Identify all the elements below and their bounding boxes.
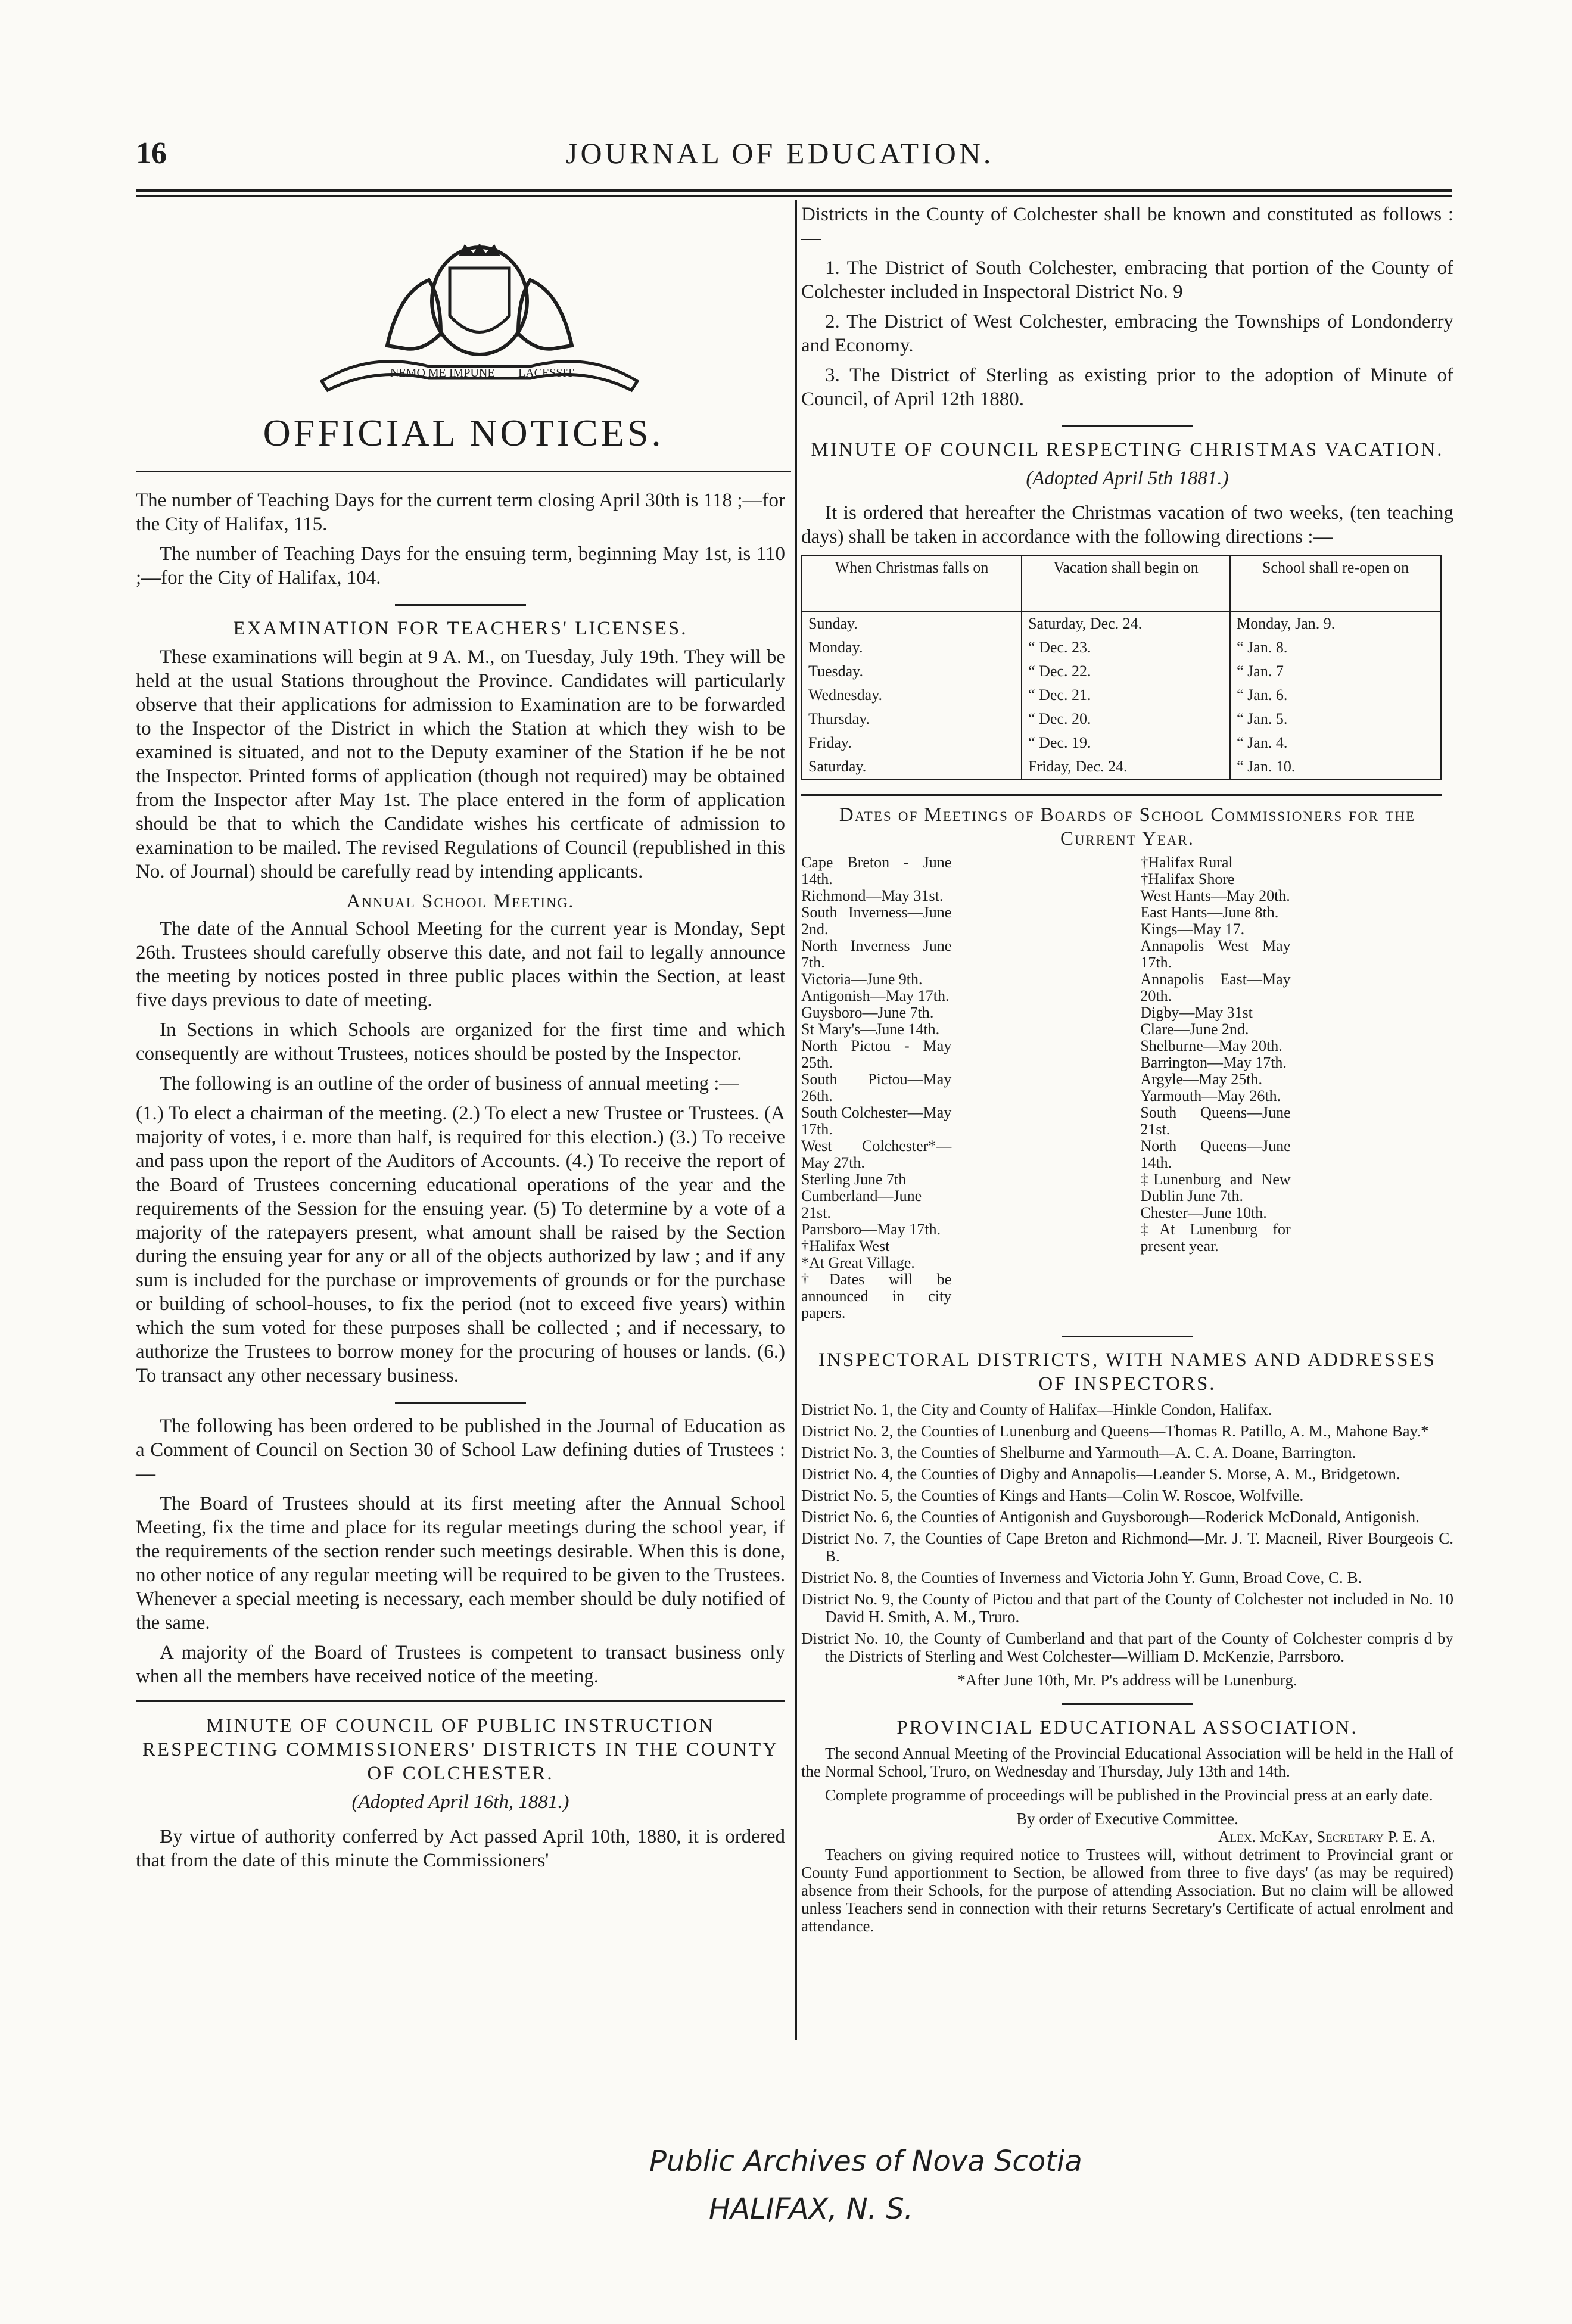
list-item: Shelburne—May 20th. bbox=[1140, 1037, 1282, 1054]
list-item: South Colchester—May 17th. bbox=[801, 1104, 952, 1138]
colchester-minute-heading: MINUTE OF COUNCIL OF PUBLIC INSTRUCTION RESPECTING COMMISSIONERS' DISTRICTS IN THE COUNTY OF COLCHESTER. bbox=[142, 1715, 779, 1784]
table-header: Vacation shall begin on bbox=[1022, 555, 1230, 611]
list-item: Clare—June 2nd. bbox=[1140, 1021, 1249, 1038]
meetings-heading: Dates of Meetings of Boards of School Commissioners for the Current Year. bbox=[839, 804, 1416, 850]
list-item: Digby—May 31st bbox=[1140, 1004, 1253, 1021]
list-item: Sterling June 7th bbox=[801, 1171, 907, 1188]
table-row bbox=[802, 611, 1441, 636]
table-row bbox=[802, 731, 1441, 755]
list-item: †Halifax West bbox=[801, 1237, 890, 1255]
archive-stamp-line-2: HALIFAX, N. S. bbox=[709, 2192, 914, 2226]
meetings-grid bbox=[801, 854, 1453, 1321]
list-item: District No. 7, the Counties of Cape Breton and Richmond—Mr. J. T. Macneil, River Bourgeois C. B. bbox=[801, 1529, 1453, 1565]
list-item: Guysboro—June 7th. bbox=[801, 1004, 934, 1021]
section-rule bbox=[136, 1700, 785, 1702]
section-rule bbox=[801, 794, 1442, 796]
association-para-1: The second Annual Meeting of the Provincial Educational Association will be held in the Hall of the Normal School, Truro, on Wednesday and Thursday, July 13th and 14th. bbox=[801, 1744, 1453, 1780]
trustees-para-2: The Board of Trustees should at its first meeting after the Annual School Meeting, fix the time and place for its regular meetings during the school year, if the requirements of the section render such meetings desirable. When this is done, no other notice of any regular meeting will be required to be given to the Trustees. Whenever a special meeting is necessary, each member should be duly notified of the same. bbox=[136, 1493, 785, 1634]
inspectors-heading: INSPECTORAL DISTRICTS, WITH NAMES AND ADDRESSES OF INSPECTORS. bbox=[818, 1349, 1436, 1395]
official-rule bbox=[136, 471, 791, 472]
colchester-minute-text: By virtue of authority conferred by Act passed April 10th, 1880, it is ordered that from the date of this minute the Commissioners' bbox=[136, 1826, 785, 1871]
list-item: Parrsboro—May 17th. bbox=[801, 1221, 941, 1238]
table-cell: “ Jan. 6. bbox=[1230, 683, 1441, 707]
association-order: By order of Executive Committee. bbox=[1016, 1810, 1238, 1828]
exam-heading: EXAMINATION FOR TEACHERS' LICENSES. bbox=[233, 618, 688, 639]
coat-of-arms-icon bbox=[250, 244, 709, 393]
table-cell: “ Jan. 10. bbox=[1230, 755, 1441, 779]
section-divider bbox=[1062, 1336, 1193, 1337]
annual-meeting-heading: Annual School Meeting. bbox=[346, 891, 575, 912]
list-item: North Queens—June 14th. bbox=[1140, 1137, 1291, 1171]
table-cell: Sunday. bbox=[802, 611, 1022, 636]
list-item: ‡Lunenburg and New Dublin June 7th. bbox=[1140, 1171, 1291, 1205]
table-cell: Saturday. bbox=[802, 755, 1022, 779]
christmas-minute-heading: MINUTE OF COUNCIL RESPECTING CHRISTMAS VACATION. bbox=[811, 439, 1444, 461]
table-header: When Christmas falls on bbox=[802, 555, 1022, 611]
list-item: Antigonish—May 17th. bbox=[801, 987, 950, 1004]
table-cell: “ Dec. 22. bbox=[1022, 659, 1230, 683]
list-item: South Pictou—May 26th. bbox=[801, 1071, 952, 1105]
list-item: District No. 8, the Counties of Inverness and Victoria John Y. Gunn, Broad Cove, C. B. bbox=[801, 1569, 1362, 1586]
colchester-item-1: 1. The District of South Colchester, embracing that portion of the County of Colchester included in Inspectoral District No. 9 bbox=[801, 257, 1453, 303]
crest-motto-left: NEMO ME IMPUNE bbox=[390, 366, 495, 379]
left-column bbox=[136, 489, 785, 1878]
inspectors-list bbox=[801, 1401, 1453, 1665]
table-cell: “ Dec. 20. bbox=[1022, 707, 1230, 731]
list-item: Richmond—May 31st. bbox=[801, 887, 944, 904]
list-item: South Inverness—June 2nd. bbox=[801, 904, 952, 938]
table-cell: Monday. bbox=[802, 636, 1022, 659]
table-row bbox=[802, 659, 1441, 683]
annual-para-3: The following is an outline of the order of business of annual meeting :— bbox=[160, 1073, 739, 1094]
table-cell: Thursday. bbox=[802, 707, 1022, 731]
list-item: District No. 3, the Counties of Shelburne and Yarmouth—A. C. A. Doane, Barrington. bbox=[801, 1443, 1356, 1461]
list-item: West Hants—May 20th. bbox=[1140, 887, 1290, 904]
list-item: Victoria—June 9th. bbox=[801, 970, 923, 988]
page-number: 16 bbox=[136, 136, 167, 170]
section-divider bbox=[1062, 425, 1193, 427]
exam-text: These examinations will begin at 9 A. M., on Tuesday, July 19th. They will be held at the usual Stations throughout the Province. Candidates will particularly observe that their applications for admission to Examination are to be forwarded to the Inspector of the District in which the Station at which they wish to be examined is situated, and not to the Deputy examiner of the Station if he be not the Inspector. Printed forms of application (though not required) may be obtained from the Inspector after May 1st. The place entered in the form of application should be that to which the Candidate wishes his certficate of admission to examination to be mailed. The revised Regulations of Council (republished in this No. of Journal) should be carefully read by intending applicants. bbox=[136, 646, 785, 882]
list-item: *At Great Village. bbox=[801, 1254, 915, 1271]
association-para-2: Complete programme of proceedings will be published in the Provincial press at an early date. bbox=[825, 1786, 1433, 1804]
table-cell: Friday. bbox=[802, 731, 1022, 755]
list-item: Barrington—May 17th. bbox=[1140, 1054, 1287, 1071]
list-item: Cumberland—June 21st. bbox=[801, 1187, 922, 1221]
table-row bbox=[802, 636, 1441, 659]
colchester-item-2: 2. The District of West Colchester, embracing the Townships of Londonderry and Economy. bbox=[801, 311, 1453, 356]
trustees-para-1: The following has been ordered to be published in the Journal of Education as a Comment of Council on Section 30 of School Law defining duties of Trustees :— bbox=[136, 1415, 785, 1485]
vacation-table-body bbox=[802, 611, 1441, 779]
annual-para-1: The date of the Annual School Meeting for the current year is Monday, Sept 26th. Trustees should carefully observe this date, and not fail to legally announce the meeting by notices posted in three public places within the Section, at least five days previous to date of meeting. bbox=[136, 918, 785, 1011]
table-cell: Monday, Jan. 9. bbox=[1230, 611, 1441, 636]
list-item: †Halifax Rural bbox=[1140, 854, 1233, 871]
official-notices-title: OFFICIAL NOTICES. bbox=[263, 412, 664, 454]
association-heading: PROVINCIAL EDUCATIONAL ASSOCIATION. bbox=[896, 1717, 1358, 1738]
table-row bbox=[802, 683, 1441, 707]
section-divider bbox=[395, 604, 526, 606]
annual-para-4: (1.) To elect a chairman of the meeting. (2.) To elect a new Trustee or Trustees. (A majority of votes, i e. more than half, is required for this election.) (3.) To receive and pass upon the report of the Auditors of Accounts. (4.) To receive the report of the Board of Trustees concerning educational operations of the year and the requirements of the Session for the ensuing year. (5) To determine by a vote of a majority of the ratepayers present, what amount shall be raised by the Section during the ensuing year for any or all of the objects authorized by law ; and if any sum is included for the purchase or improvements of grounds or for the purchase or building of school-houses, to fix the period (not to exceed five years) within which the sum voted for these purposes shall be collected ; and if necessary, to authorize the Trustees to borrow money for the procuring of houses or lands. (6.) To transact any other necessary business. bbox=[136, 1103, 785, 1386]
table-cell: Friday, Dec. 24. bbox=[1022, 755, 1230, 779]
table-cell: Wednesday. bbox=[802, 683, 1022, 707]
table-cell: Tuesday. bbox=[802, 659, 1022, 683]
list-item: St Mary's—June 14th. bbox=[801, 1021, 940, 1038]
christmas-text: It is ordered that hereafter the Christmas vacation of two weeks, (ten teaching days) shall be taken in accordance with the following directions :— bbox=[801, 502, 1453, 547]
table-cell: “ Jan. 4. bbox=[1230, 731, 1441, 755]
list-item: Annapolis East—May 20th. bbox=[1140, 970, 1291, 1004]
list-item: West Colchester*—May 27th. bbox=[801, 1137, 952, 1171]
annual-para-2: In Sections in which Schools are organized for the first time and which consequently are without Trustees, notices should be posted by the Inspector. bbox=[136, 1019, 785, 1065]
section-divider bbox=[395, 1402, 526, 1404]
column-divider bbox=[795, 200, 797, 2040]
list-item: Annapolis West May 17th. bbox=[1140, 937, 1291, 971]
header-rule bbox=[136, 189, 1452, 192]
colchester-intro: Districts in the County of Colchester shall be known and constituted as follows :— bbox=[801, 204, 1453, 249]
inspectors-note: *After June 10th, Mr. P's address will be Lunenburg. bbox=[957, 1671, 1297, 1689]
list-item: North Inverness June 7th. bbox=[801, 937, 952, 971]
list-item: District No. 10, the County of Cumberland and that part of the County of Colchester compris d by the Districts of Sterling and West Colchester—William D. McKenzie, Parrsboro. bbox=[801, 1629, 1453, 1665]
list-item: Argyle—May 25th. bbox=[1140, 1071, 1263, 1088]
colchester-item-3: 3. The District of Sterling as existing prior to the adoption of Minute of Council, of April 12th 1880. bbox=[801, 365, 1453, 410]
list-item: South Queens—June 21st. bbox=[1140, 1104, 1291, 1138]
list-item: District No. 9, the County of Pictou and that part of the County of Colchester not included in No. 10 David H. Smith, A. M., Truro. bbox=[801, 1590, 1453, 1626]
right-column bbox=[801, 203, 1453, 1941]
list-item: Kings—May 17. bbox=[1140, 920, 1245, 938]
list-item: District No. 5, the Counties of Kings and Hants—Colin W. Roscoe, Wolfville. bbox=[801, 1486, 1304, 1504]
list-item: †Halifax Shore bbox=[1140, 870, 1235, 888]
table-cell: “ Jan. 5. bbox=[1230, 707, 1441, 731]
list-item: Chester—June 10th. bbox=[1140, 1204, 1267, 1221]
table-row bbox=[802, 707, 1441, 731]
table-cell: “ Dec. 23. bbox=[1022, 636, 1230, 659]
list-item: District No. 1, the City and County of Halifax—Hinkle Condon, Halifax. bbox=[801, 1401, 1272, 1418]
association-teachers-note: Teachers on giving required notice to Trustees will, without detriment to Provincial grant or County Fund apportionment to Section, be allowed from three to five days' (as may be required) absence from their Schools, for the purpose of attending Association. But no claim will be allowed unless Teachers send in connection with their returns Secretary's Certificate of actual enrolment and attendance. bbox=[801, 1846, 1453, 1935]
table-cell: “ Dec. 21. bbox=[1022, 683, 1230, 707]
header-rule-thin bbox=[136, 195, 1452, 197]
list-item: Yarmouth—May 26th. bbox=[1140, 1087, 1281, 1105]
trustees-para-3: A majority of the Board of Trustees is competent to transact business only when all the members have received notice of the meeting. bbox=[136, 1642, 785, 1687]
table-header: School shall re-open on bbox=[1230, 555, 1441, 611]
list-item: Cape Breton - June 14th. bbox=[801, 854, 952, 888]
list-item: District No. 4, the Counties of Digby and Annapolis—Leander S. Morse, A. M., Bridgetown. bbox=[801, 1465, 1400, 1483]
colchester-adopted: (Adopted April 16th, 1881.) bbox=[351, 1791, 569, 1813]
list-item: North Pictou - May 25th. bbox=[801, 1037, 952, 1071]
table-row bbox=[802, 755, 1441, 779]
list-item: ‡At Lunenburg for present year. bbox=[1140, 1221, 1291, 1255]
vacation-table bbox=[801, 555, 1442, 780]
christmas-adopted: (Adopted April 5th 1881.) bbox=[1026, 468, 1229, 489]
table-cell: Saturday, Dec. 24. bbox=[1022, 611, 1230, 636]
journal-title: JOURNAL OF EDUCATION. bbox=[566, 136, 994, 170]
list-item: †Dates will be announced in city papers. bbox=[801, 1271, 952, 1321]
crest-motto-right: LACESSIT bbox=[518, 366, 574, 379]
table-cell: “ Jan. 8. bbox=[1230, 636, 1441, 659]
meetings-left-list bbox=[801, 854, 1115, 1321]
table-cell: “ Jan. 7 bbox=[1230, 659, 1441, 683]
list-item: District No. 6, the Counties of Antigonish and Guysborough—Roderick McDonald, Antigonish. bbox=[801, 1508, 1420, 1526]
section-divider bbox=[1062, 1703, 1193, 1705]
teaching-days-2: The number of Teaching Days for the ensuing term, beginning May 1st, is 110 ;—for the City of Halifax, 104. bbox=[136, 543, 785, 589]
association-signature: Alex. McKay, Secretary P. E. A. bbox=[1218, 1828, 1436, 1846]
list-item: East Hants—June 8th. bbox=[1140, 904, 1279, 921]
archive-stamp-line-1: Public Archives of Nova Scotia bbox=[649, 2145, 1082, 2178]
meetings-right-list bbox=[1140, 854, 1453, 1321]
teaching-days-1: The number of Teaching Days for the current term closing April 30th is 118 ;—for the City of Halifax, 115. bbox=[136, 490, 785, 535]
list-item: District No. 2, the Counties of Lunenburg and Queens—Thomas R. Patillo, A. M., Mahone Bay.* bbox=[801, 1422, 1429, 1440]
table-cell: “ Dec. 19. bbox=[1022, 731, 1230, 755]
